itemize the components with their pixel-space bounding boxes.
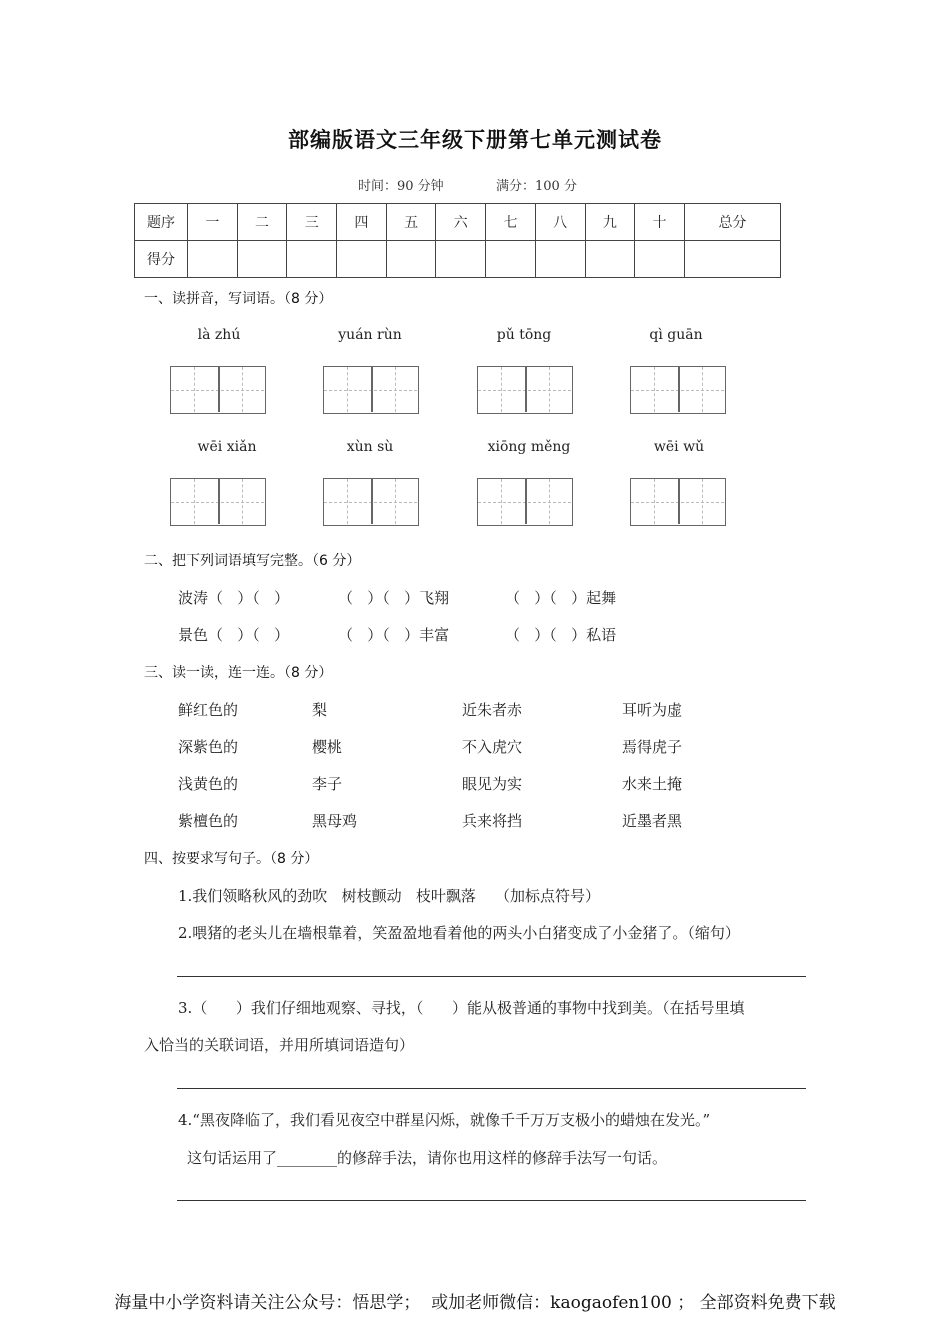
section1-heading: 一、读拼音，写词语。（8 分）	[144, 291, 333, 307]
score-cell: 四	[337, 204, 387, 241]
match-item[interactable]: 浅黄色的	[178, 775, 239, 793]
pinyin-label: là zhú	[197, 327, 241, 343]
question-3-line2: 入恰当的关联词语，并用所填词语造句）	[144, 1036, 415, 1054]
full-score-label: 满分：100 分	[496, 179, 577, 194]
score-input-cell[interactable]	[585, 241, 635, 278]
score-cell: 一	[188, 204, 238, 241]
score-cell: 二	[237, 204, 287, 241]
score-table-header-row	[135, 204, 781, 241]
question-1: 1.我们领略秋风的劲吹 树枝颤动 枝叶飘落 （加标点符号）	[178, 887, 600, 905]
pinyin-label: qì guān	[649, 327, 703, 343]
writing-grid[interactable]	[477, 366, 573, 414]
score-cell: 十	[635, 204, 685, 241]
writing-grid[interactable]	[323, 478, 419, 526]
question-4-line2: 这句话运用了________的修辞手法，请你也用这样的修辞手法写一句话。	[187, 1149, 668, 1167]
score-input-cell[interactable]	[237, 241, 287, 278]
match-item[interactable]: 近朱者赤	[462, 701, 523, 719]
footer-notice: 海量中小学资料请关注公众号：悟思学； 或加老师微信：kaogaofen100 ； 全部资料免费下载	[114, 1293, 836, 1313]
score-table-score-row	[135, 241, 781, 278]
match-item[interactable]: 眼见为实	[462, 775, 523, 793]
score-cell: 五	[386, 204, 436, 241]
pinyin-label: wēi wǔ	[653, 439, 705, 455]
score-cell: 九	[585, 204, 635, 241]
match-item[interactable]: 梨	[312, 701, 328, 719]
writing-grid[interactable]	[170, 478, 266, 526]
answer-line[interactable]	[177, 1088, 806, 1089]
writing-grid[interactable]	[170, 366, 266, 414]
section4-heading: 四、按要求写句子。（8 分）	[144, 851, 319, 867]
score-table	[134, 203, 781, 278]
fill-blank-item[interactable]: （ ）（ ）丰富	[338, 626, 450, 644]
writing-grid[interactable]	[630, 478, 726, 526]
pinyin-label: xùn sù	[346, 439, 394, 455]
pinyin-label: pǔ tōng	[496, 327, 552, 343]
score-cell: 七	[486, 204, 536, 241]
question-3-line1: 3.（ ）我们仔细地观察、寻找，（ ）能从极普通的事物中找到美。（在括号里填	[178, 999, 745, 1017]
score-cell: 六	[436, 204, 486, 241]
score-input-cell[interactable]	[188, 241, 238, 278]
fill-blank-item[interactable]: （ ）（ ）私语	[505, 626, 617, 644]
time-label: 时间：90 分钟	[358, 179, 444, 194]
score-input-cell[interactable]	[486, 241, 536, 278]
match-item[interactable]: 不入虎穴	[462, 738, 523, 756]
fill-blank-item[interactable]: 景色（ ）（ ）	[178, 626, 290, 644]
section3-heading: 三、读一读，连一连。（8 分）	[144, 665, 333, 681]
score-input-cell[interactable]	[635, 241, 685, 278]
match-item[interactable]: 耳听为虚	[622, 701, 683, 719]
score-input-cell[interactable]	[337, 241, 387, 278]
score-cell: 题序	[135, 204, 188, 241]
section2-heading: 二、把下列词语填写完整。（6 分）	[144, 553, 361, 569]
fill-blank-item[interactable]: 波涛（ ）（ ）	[178, 589, 290, 607]
writing-grid[interactable]	[630, 366, 726, 414]
question-2: 2.喂猪的老头儿在墙根靠着，笑盈盈地看着他的两头小白猪变成了小金猪了。（缩句）	[178, 924, 740, 942]
question-4-line1: 4.“黑夜降临了，我们看见夜空中群星闪烁，就像千千万万支极小的蜡烛在发光。”	[178, 1111, 711, 1129]
match-item[interactable]: 深紫色的	[178, 738, 239, 756]
pinyin-label: wēi xiǎn	[197, 439, 257, 455]
score-cell: 三	[287, 204, 337, 241]
match-item[interactable]: 近墨者黑	[622, 812, 683, 830]
writing-grid[interactable]	[477, 478, 573, 526]
match-item[interactable]: 兵来将挡	[462, 812, 523, 830]
pinyin-label: yuán rùn	[338, 327, 402, 343]
match-item[interactable]: 樱桃	[312, 738, 343, 756]
answer-line[interactable]	[177, 976, 806, 977]
score-input-cell[interactable]	[535, 241, 585, 278]
page-title: 部编版语文三年级下册第七单元测试卷	[288, 128, 662, 152]
match-item[interactable]: 紫檀色的	[178, 812, 239, 830]
score-cell: 总分	[684, 204, 780, 241]
score-row-label: 得分	[135, 241, 188, 278]
fill-blank-item[interactable]: （ ）（ ）飞翔	[338, 589, 450, 607]
score-input-cell[interactable]	[436, 241, 486, 278]
match-item[interactable]: 李子	[312, 775, 343, 793]
match-item[interactable]: 鲜红色的	[178, 701, 239, 719]
score-input-cell[interactable]	[684, 241, 780, 278]
match-item[interactable]: 水来土掩	[622, 775, 683, 793]
fill-blank-item[interactable]: （ ）（ ）起舞	[505, 589, 617, 607]
match-item[interactable]: 焉得虎子	[622, 738, 683, 756]
score-input-cell[interactable]	[386, 241, 436, 278]
pinyin-label: xiōng měng	[487, 439, 571, 455]
match-item[interactable]: 黑母鸡	[312, 812, 358, 830]
score-input-cell[interactable]	[287, 241, 337, 278]
score-cell: 八	[535, 204, 585, 241]
answer-line[interactable]	[177, 1200, 806, 1201]
writing-grid[interactable]	[323, 366, 419, 414]
